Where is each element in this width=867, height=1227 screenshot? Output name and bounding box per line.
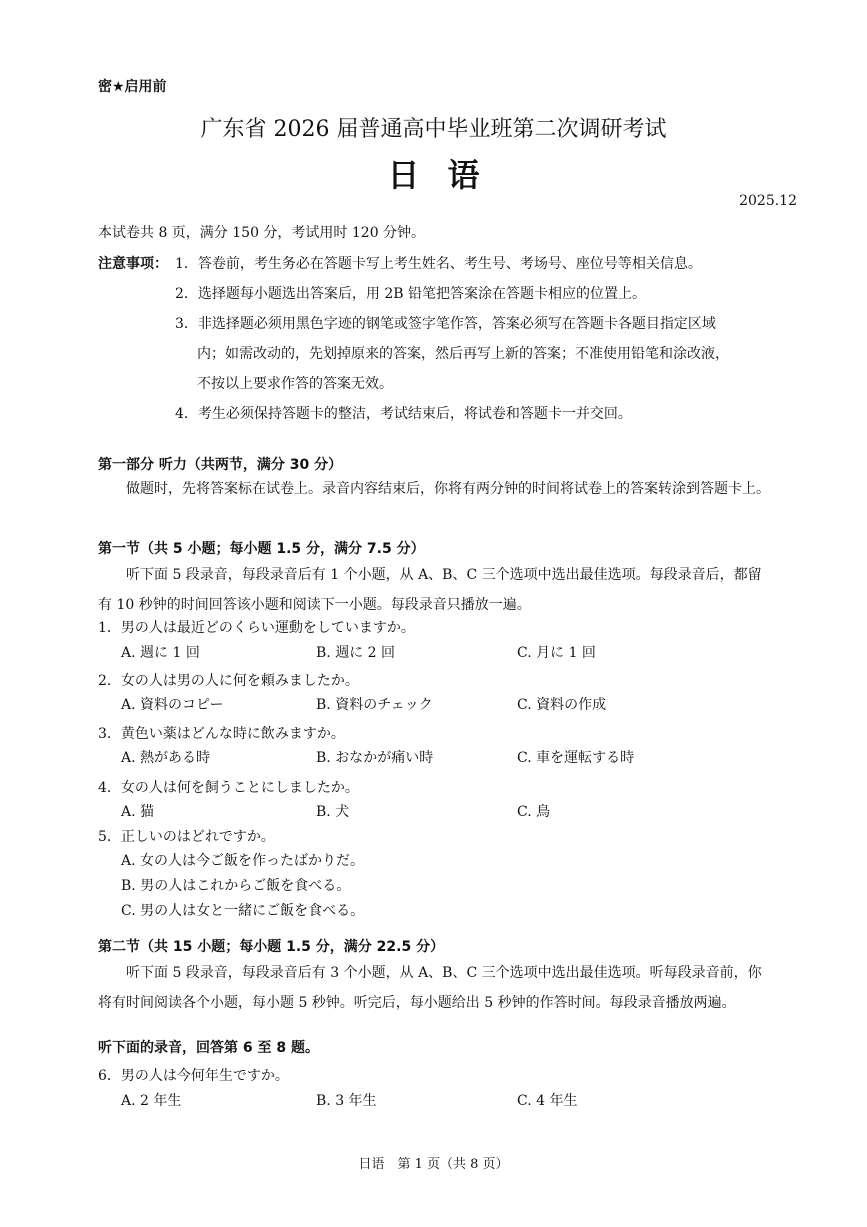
option-c: C. 男の人は女と一緒にご飯を食べる。 <box>121 903 365 919</box>
option-b: B. 犬 <box>316 804 350 820</box>
option-a: A. 週に 1 回 <box>121 645 200 661</box>
option-a: A. 2 年生 <box>121 1093 182 1109</box>
section1-heading: 第一节（共 5 小题；每小题 1.5 分，满分 7.5 分） <box>98 541 425 557</box>
question-stem: 4．女の人は何を飼うことにしましたか。 <box>98 780 359 796</box>
section1-instruction: 听下面 5 段录音，每段录音后有 1 个小题，从 A、B、C 三个选项中选出最佳选项。每段录音后，都留有 10 秒钟的时间回答该小题和阅读下一小题。每段录音只播放一遍。 <box>98 567 762 613</box>
option-c: C. 車を運転する時 <box>517 750 635 766</box>
option-b: B. おなかが痛い時 <box>316 750 434 766</box>
option-b: B. 男の人はこれからご飯を食べる。 <box>121 878 351 894</box>
option-c: C. 資料の作成 <box>517 697 607 713</box>
section2-subheading: 听下面的录音，回答第 6 至 8 题。 <box>98 1040 319 1056</box>
question-stem: 2．女の人は男の人に何を頼みましたか。 <box>98 673 359 689</box>
note-item: 1．答卷前，考生务必在答题卡写上考生姓名、考生号、考场号、座位号等相关信息。 <box>175 256 702 272</box>
section2-instruction: 听下面 5 段录音，每段录音后有 3 个小题，从 A、B、C 三个选项中选出最佳选项。听每段录音前，你将有时间阅读各个小题，每小题 5 秒钟。听完后，每小题给出 5 秒钟的作答时间。每段录音播放两遍。 <box>98 965 762 1011</box>
part1-heading: 第一部分 听力（共两节，满分 30 分） <box>98 457 343 473</box>
option-b: B. 週に 2 回 <box>316 645 395 661</box>
intro-text: 本试卷共 8 页，满分 150 分，考试用时 120 分钟。 <box>98 225 426 241</box>
note-item-cont: 内；如需改动的，先划掉原来的答案，然后再写上新的答案；不准使用铅笔和涂改液， <box>197 346 729 362</box>
notes-label: 注意事项： <box>98 256 168 272</box>
note-item-cont: 不按以上要求作答的答案无效。 <box>197 376 393 392</box>
page-footer: 日语 第 1 页（共 8 页） <box>358 1157 509 1172</box>
question-stem: 5．正しいのはどれですか。 <box>98 829 275 845</box>
confidential-mark: 密★启用前 <box>98 79 167 95</box>
exam-date: 2025.12 <box>739 193 797 209</box>
option-a: A. 熱がある時 <box>121 750 211 766</box>
option-a: A. 女の人は今ご飯を作ったばかりだ。 <box>121 853 365 869</box>
option-c: C. 鳥 <box>517 804 551 820</box>
question-stem: 6．男の人は今何年生ですか。 <box>98 1068 289 1084</box>
note-item: 4．考生必须保持答题卡的整洁，考试结束后，将试卷和答题卡一并交回。 <box>175 406 632 422</box>
option-a: A. 資料のコピー <box>121 697 224 713</box>
subject-title: 日语 <box>387 156 508 194</box>
option-c: C. 月に 1 回 <box>517 645 596 661</box>
section2-heading: 第二节（共 15 小题；每小题 1.5 分，满分 22.5 分） <box>98 939 445 955</box>
option-a: A. 猫 <box>121 804 155 820</box>
option-c: C. 4 年生 <box>517 1093 578 1109</box>
part1-instruction: 做题时，先将答案标在试卷上。录音内容结束后，你将有两分钟的时间将试卷上的答案转涂到答题卡上。 <box>126 481 770 497</box>
question-stem: 1．男の人は最近どのくらい運動をしていますか。 <box>98 620 415 636</box>
exam-title: 广东省 2026 届普通高中毕业班第二次调研考试 <box>200 117 667 142</box>
question-stem: 3．黄色い薬はどんな時に飲みますか。 <box>98 726 345 742</box>
note-item: 2．选择题每小题选出答案后，用 2B 铅笔把答案涂在答题卡相应的位置上。 <box>175 286 647 302</box>
option-b: B. 資料のチェック <box>316 697 433 713</box>
note-item: 3．非选择题必须用黑色字迹的钢笔或签字笔作答，答案必须写在答题卡各题目指定区域 <box>175 316 716 332</box>
option-b: B. 3 年生 <box>316 1093 377 1109</box>
